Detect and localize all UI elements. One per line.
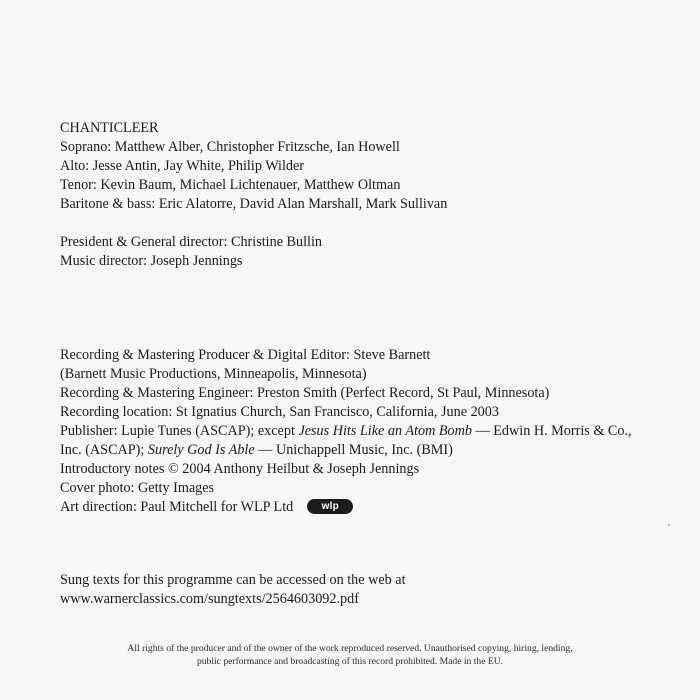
baritone-bass-credit: Baritone & bass: Eric Alatorre, David Alan Marshall, Mark Sullivan [60, 196, 448, 212]
ensemble-name: CHANTICLEER [60, 120, 159, 136]
publisher-suffix: — Unichappell Music, Inc. (BMI) [254, 442, 453, 458]
directors-credits [60, 233, 322, 271]
ensemble-credits [60, 119, 447, 214]
engineer-credit: Recording & Mastering Engineer: Preston Smith (Perfect Record, St Paul, Minnesota) [60, 385, 550, 401]
sung-texts-notice [60, 571, 406, 609]
producer-credit: Recording & Mastering Producer & Digital Editor: Steve Barnett [60, 347, 431, 363]
legal-line-1: All rights of the producer and of the owner of the work reproduced reserved. Unauthorised copying, hiring, lending, [127, 643, 573, 654]
tenor-credit: Tenor: Kevin Baum, Michael Lichtenauer, Matthew Oltman [60, 177, 401, 193]
wlp-logo: wlp [307, 499, 353, 514]
paper-speck [668, 524, 670, 526]
recording-location: Recording location: St Ignatius Church, San Francisco, California, June 2003 [60, 404, 499, 420]
production-credits [60, 346, 632, 517]
legal-line-2: public performance and broadcasting of this record prohibited. Made in the EU. [196, 656, 504, 667]
publisher-line-2 [60, 441, 632, 460]
publisher-line2-prefix: Inc. (ASCAP); [60, 442, 148, 458]
alto-credit: Alto: Jesse Antin, Jay White, Philip Wilder [60, 158, 305, 174]
soprano-credit: Soprano: Matthew Alber, Christopher Fritzsche, Ian Howell [60, 139, 400, 155]
president-credit: President & General director: Christine Bullin [60, 234, 323, 250]
sung-texts-url: www.warnerclassics.com/sungtexts/2564603092.pdf [60, 591, 359, 607]
art-direction-credit: Art direction: Paul Mitchell for WLP Ltd [60, 499, 294, 515]
sung-texts-line: Sung texts for this programme can be accessed on the web at [60, 572, 406, 588]
legal-footer [70, 642, 630, 668]
publisher-title-2: Surely God Is Able [147, 442, 255, 458]
publisher-line-1 [60, 422, 632, 441]
cover-credit: Cover photo: Getty Images [60, 480, 215, 496]
music-director-credit: Music director: Joseph Jennings [60, 253, 243, 269]
publisher-prefix: Publisher: Lupie Tunes (ASCAP); except [60, 423, 299, 439]
publisher-mid: — Edwin H. Morris & Co., [471, 423, 632, 439]
publisher-title-1: Jesus Hits Like an Atom Bomb [298, 423, 472, 439]
producer-company: (Barnett Music Productions, Minneapolis, Minnesota) [60, 366, 367, 382]
notes-credit: Introductory notes © 2004 Anthony Heilbut & Joseph Jennings [60, 461, 420, 477]
art-direction-line [60, 498, 632, 517]
